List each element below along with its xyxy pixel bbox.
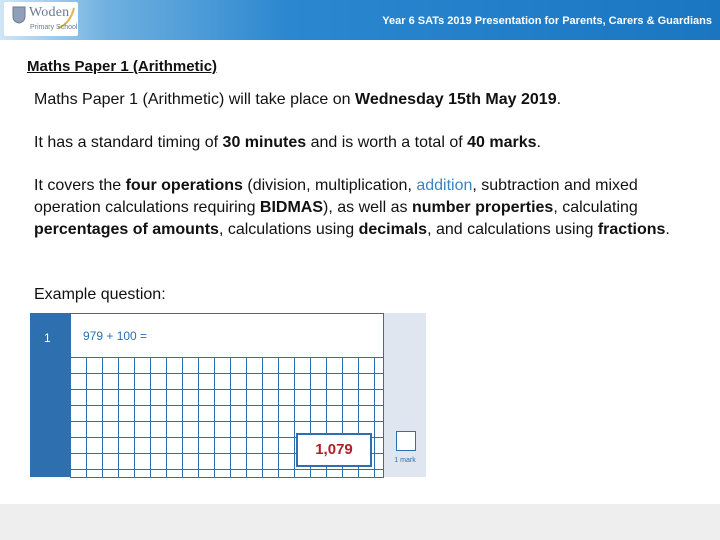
crest-icon <box>12 6 26 24</box>
footer-bar <box>0 504 720 540</box>
answer-box <box>296 433 372 467</box>
paragraph-content: It covers the four operations (division, multiplication, addition, subtraction and mixed operation calculations requiring BIDMAS), as well as number properties, calculating percentages of amounts, calculations using decimals, and calculations using fractions. <box>34 177 670 238</box>
presentation-title: Year 6 SATs 2019 Presentation for Parents, Carers & Guardians <box>382 15 712 27</box>
paragraph-date: Maths Paper 1 (Arithmetic) will take place on Wednesday 15th May 2019. <box>34 91 562 108</box>
mark-label: 1 mark <box>394 457 416 464</box>
question-number-strip <box>30 313 70 477</box>
logo-name: Woden <box>29 5 70 20</box>
paragraph-timing: It has a standard timing of 30 minutes and is worth a total of 40 marks. <box>34 134 541 151</box>
mark-box <box>396 431 416 451</box>
answer-value: 1,079 <box>315 441 353 458</box>
example-question <box>30 313 425 477</box>
question-expression: 979 + 100 = <box>83 329 148 343</box>
header-bar <box>0 0 720 40</box>
slide-title: Maths Paper 1 (Arithmetic) <box>27 58 218 75</box>
mark-column <box>383 313 426 477</box>
question-number: 1 <box>44 331 51 345</box>
example-label: Example question: <box>34 286 166 303</box>
school-logo <box>4 2 78 36</box>
logo-subtitle: Primary School <box>30 24 78 31</box>
